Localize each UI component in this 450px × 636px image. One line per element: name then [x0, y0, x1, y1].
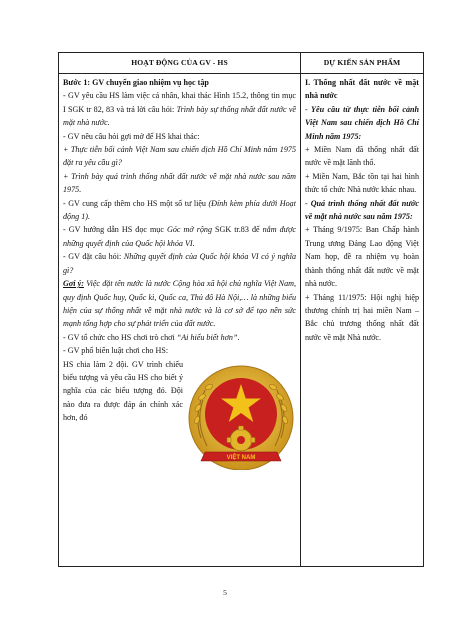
- table-body-row: [59, 74, 424, 567]
- section-title: I. Thống nhất đất nước về mặt nhà nước: [305, 78, 419, 101]
- task-paragraph: [63, 89, 296, 129]
- game-name: “Ai hiểu biết hơn”: [176, 332, 238, 342]
- header-activities: HOẠT ĐỘNG CỦA GV - HS: [59, 53, 301, 74]
- reading-goal: nắm được những quyết định của Quốc hội khóa VI.: [63, 225, 296, 248]
- game-rules-block: [63, 358, 296, 461]
- step1-title: Bước 1: GV chuyển giao nhiệm vụ học tập: [63, 78, 209, 87]
- table-header-row: [59, 53, 424, 74]
- emblem-ribbon-text: VIỆT NAM: [226, 454, 256, 461]
- requirement-point-2: + Miền Nam, Bắc tồn tại hai hình thức tổ chức Nhà nước khác nhau.: [305, 171, 419, 195]
- hint-paragraph: [63, 277, 296, 331]
- rules-intro: - GV phổ biến luật chơi cho HS:: [63, 346, 169, 356]
- lesson-table: [58, 52, 424, 567]
- reading-text-2: SGK tr.83 để: [212, 225, 263, 235]
- header-expected-products: DỰ KIẾN SẢN PHẨM: [301, 53, 424, 74]
- activities-cell: [59, 74, 301, 567]
- process-point-2: + Tháng 11/1975: Hội nghị hiệp thương chính trị hai miền Nam – Bắc chủ trương thống nhất đất nước về mặt Nhà nước.: [305, 292, 419, 342]
- guide-question-1: + Thực tiễn bối cảnh Việt Nam sau chiến dịch Hồ Chí Minh năm 1975 đặt ra yêu cầu gì?: [63, 145, 296, 168]
- game-rules-text: HS chia làm 2 đội. GV trình chiếu biểu tượng và yêu cầu HS cho biết ý nghĩa của các biểu tượng đó. Đội nào đưa ra được đáp án chính xác hơn, đó: [63, 359, 183, 423]
- reading-text-1: - GV hướng dẫn HS đọc mục: [63, 225, 167, 235]
- materials-paragraph: [63, 197, 296, 224]
- hint-label: Gợi ý:: [63, 279, 84, 289]
- game-text-2: .: [237, 332, 240, 342]
- question-text: - GV đặt câu hỏi:: [63, 252, 124, 262]
- game-paragraph: [63, 331, 296, 344]
- reading-section: Góc mở rộng: [166, 225, 213, 235]
- question-paragraph: [63, 250, 296, 277]
- guide-questions-intro: - GV nêu câu hỏi gợi mở để HS khai thác:: [63, 131, 200, 141]
- guide-question-2: + Trình bày quá trình thống nhất đất nước về mặt nhà nước sau năm 1975.: [63, 171, 296, 195]
- reading-paragraph: [63, 223, 296, 250]
- game-text-1: - GV tổ chức cho HS chơi trò chơi: [63, 332, 177, 342]
- task-question: Trình bày sự thống nhất đất nước về mặt nhà nước.: [63, 104, 296, 128]
- national-emblem-icon: [183, 360, 299, 470]
- expected-products-cell: [301, 74, 424, 567]
- requirement-title: - Yêu cầu từ thực tiễn bối cảnh Việt Nam sau chiến dịch Hồ Chí Minh năm 1975:: [305, 104, 419, 141]
- process-point-1: + Tháng 9/1975: Ban Chấp hành Trung ương Đảng Lao động Việt Nam họp, đề ra nhiệm vụ hoàn thành thống nhất đất nước về mặt nhà nước.: [305, 225, 419, 289]
- materials-note: (Đính kèm phía dưới Hoạt động 1).: [63, 198, 296, 222]
- page-number: 5: [223, 588, 227, 597]
- hint-text: Việc đặt tên nước là nước Cộng hòa xã hội chủ nghĩa Việt Nam, quy định Quốc huy, Quốc kì, Quốc ca, Thủ đô Hà Nội,… là những biểu hiện của sự thống nhất về mặt nhà nước và là cơ sở để tạo nền sức mạnh tổng hợp cho sự phát triển của đất nước.: [63, 279, 296, 329]
- question-content: Những quyết định của Quốc hội khóa VI có ý nghĩa gì?: [63, 252, 296, 275]
- task-text: - GV yêu cầu HS làm việc cá nhân, khai thác Hình 15.2, thông tin mục I SGK tr 82, 83 và trả lời câu hỏi:: [63, 91, 296, 114]
- process-title: - Quá trình thống nhất đất nước về mặt nhà nước sau năm 1975:: [305, 198, 419, 222]
- materials-text: - GV cung cấp thêm cho HS một số tư liệu: [63, 198, 209, 208]
- requirement-point-1: + Miền Nam đã thống nhất đất nước về mặt lãnh thổ.: [305, 145, 419, 168]
